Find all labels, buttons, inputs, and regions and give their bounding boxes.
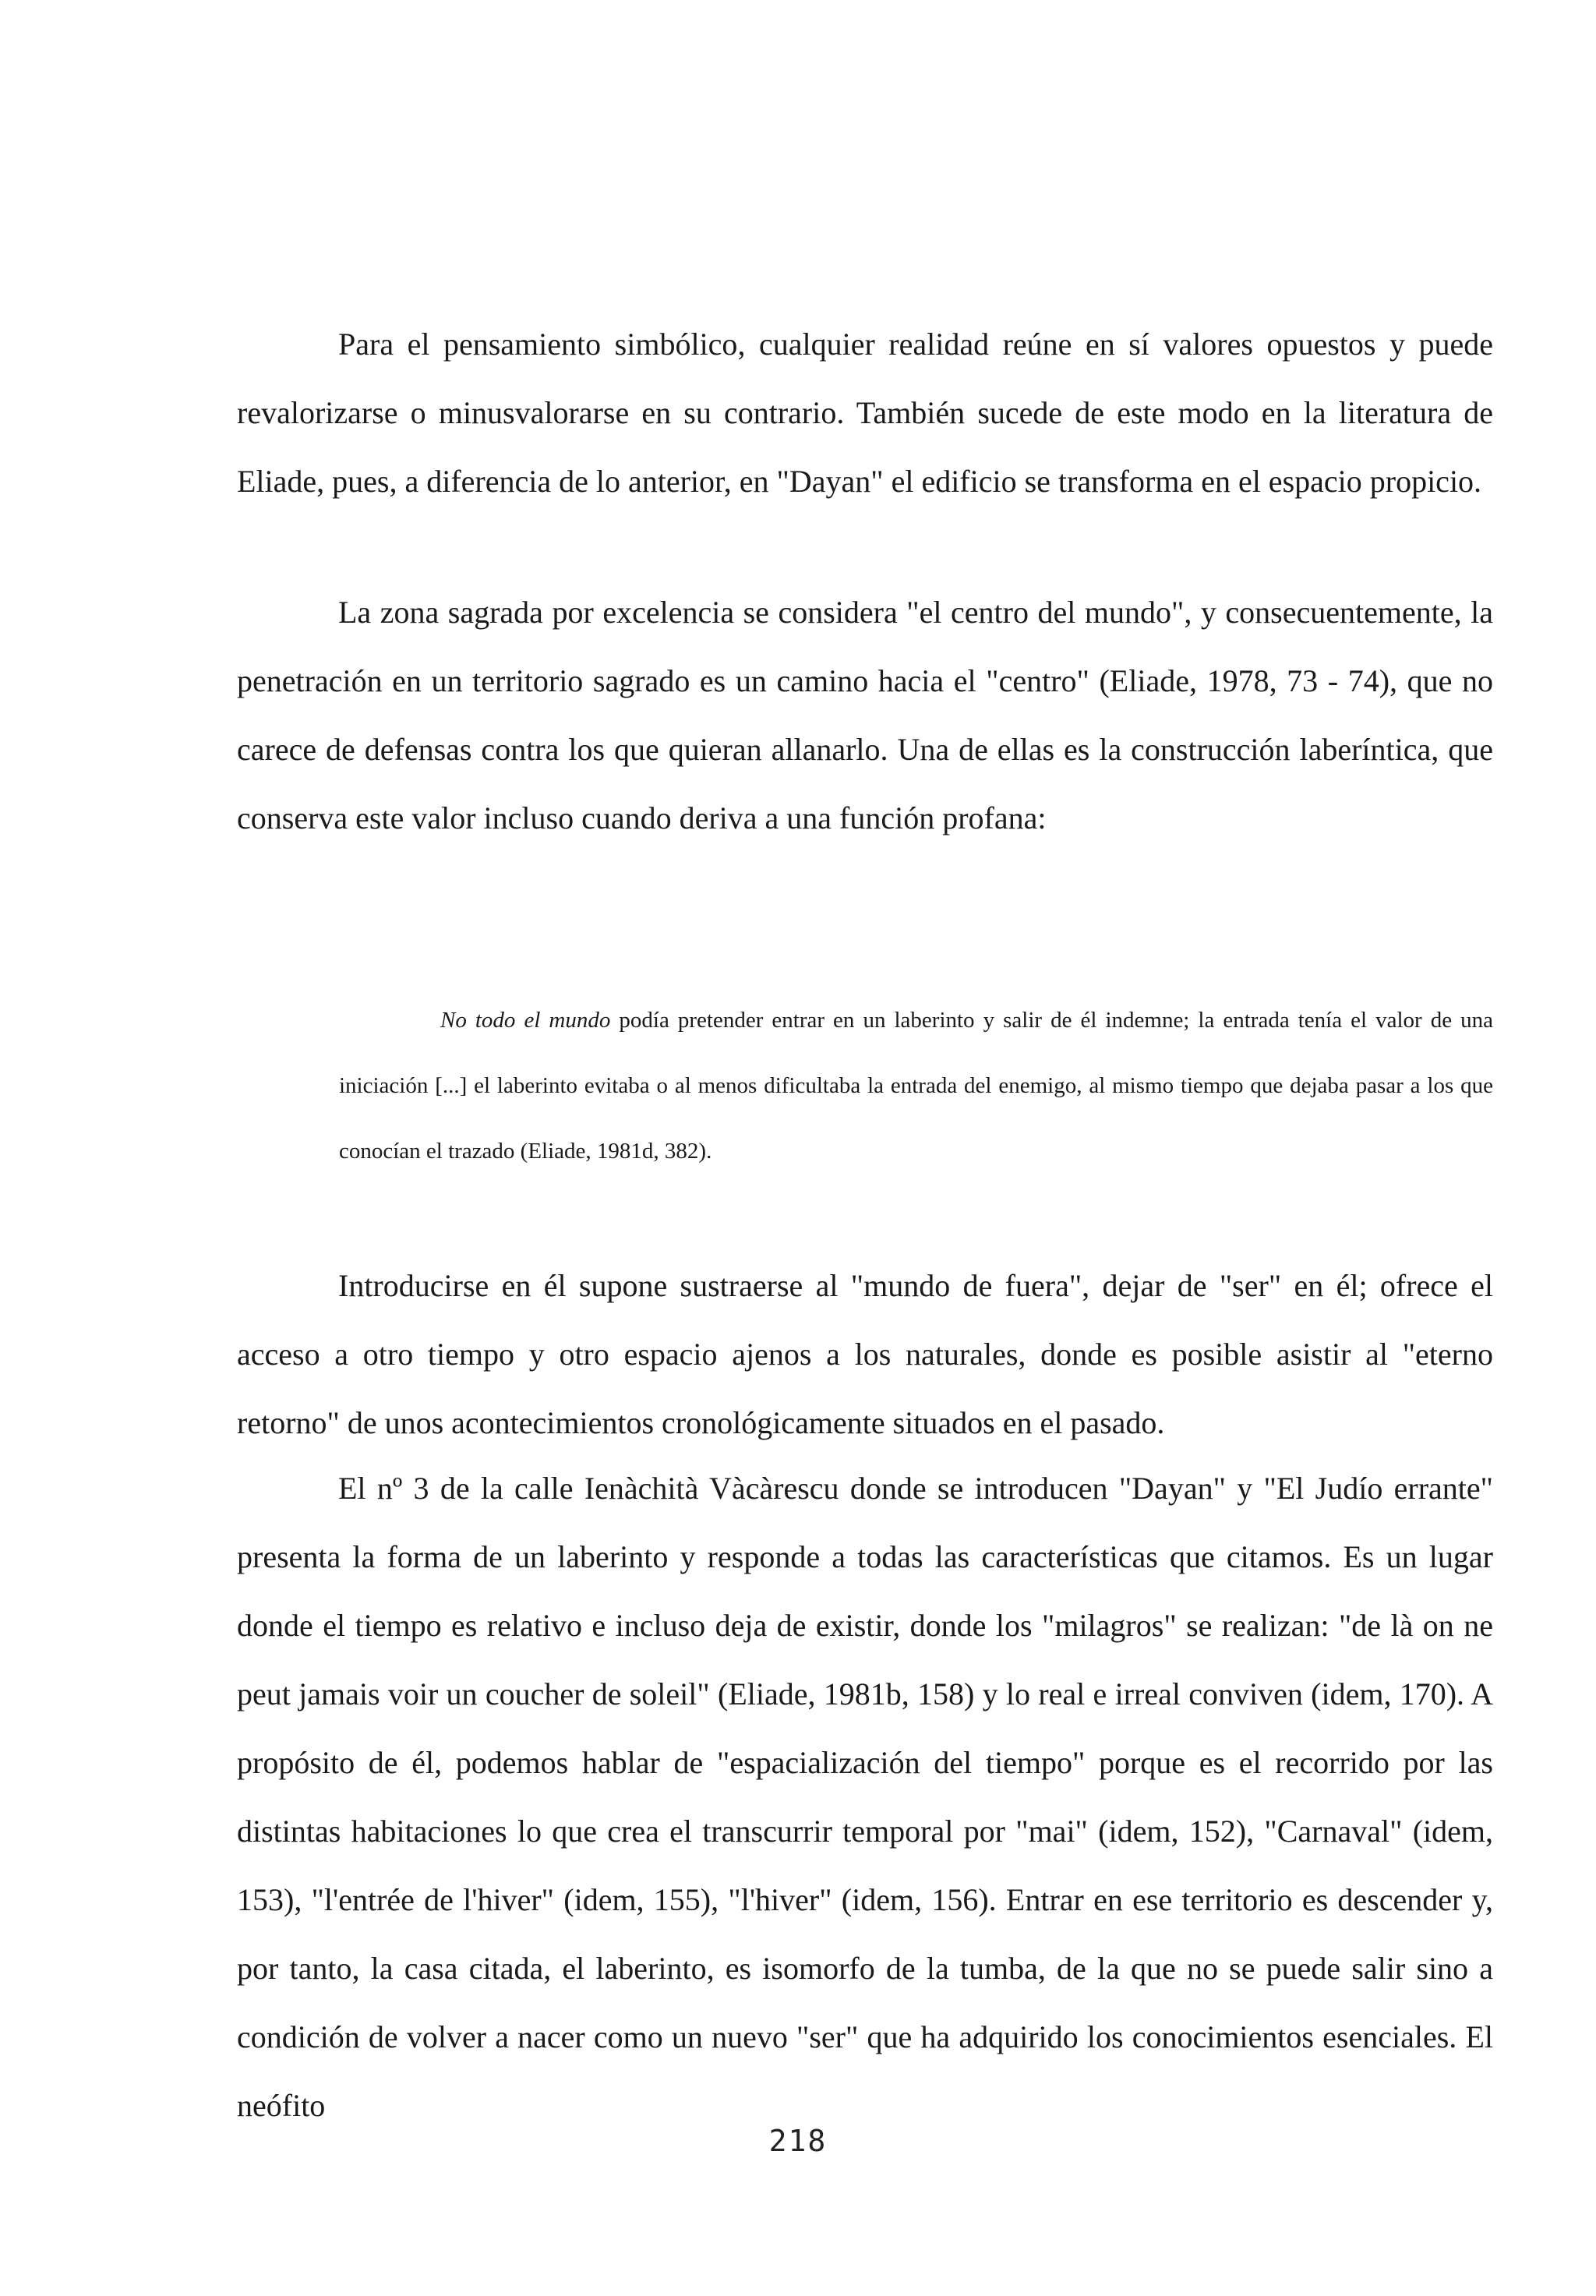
paragraph-2: La zona sagrada por excelencia se considera "el centro del mundo", y consecuentemente, la penetración en un territorio sagrado es un camino hacia el "centro" (Eliade, 1978, 73 - 74), que no carece de defensas contra los que quieran allanarlo. Una de ellas es la construcción laberíntica, que conserva este valor incluso cuando deriva a una función profana: [237, 595, 1493, 835]
paragraph-1: Para el pensamiento simbólico, cualquier realidad reúne en sí valores opuestos y puede revalorizarse o minusvalorarse en su contrario. También sucede de este modo en la literatura de Eliade, pues, a diferencia de lo anterior, en "Dayan" el edificio se transforma en el espacio propicio. [237, 327, 1493, 499]
block-quote-italic-lead: No todo el mundo [440, 1008, 611, 1033]
page-number: 218 [768, 2124, 828, 2158]
paragraph-3: Introducirse en él supone sustraerse al "mundo de fuera", dejar de "ser" en él; ofrece el acceso a otro tiempo y otro espacio ajenos a los naturales, donde es posible asistir al "eterno retorno" de unos acontecimientos cronológicamente situados en el pasado. [237, 1268, 1493, 1440]
paragraph-4: El nº 3 de la calle Ienàchità Vàcàrescu donde se introducen "Dayan" y "El Judío errante" presenta la forma de un laberinto y responde a todas las características que citamos. Es un lugar donde el tiempo es relativo e incluso deja de existir, donde los "milagros" se realizan: "de là on ne peut jamais voir un coucher de soleil" (Eliade, 1981b, 158) y lo real e irreal conviven (idem, 170). A propósito de él, podemos hablar de "espacialización del tiempo" porque es el recorrido por las distintas habitaciones lo que crea el transcurrir temporal por "mai" (idem, 152), "Carnaval" (idem, 153), "l'entrée de l'hiver" (idem, 155), "l'hiver" (idem, 156). Entrar en ese territorio es descender y, por tanto, la casa citada, el laberinto, es isomorfo de la tumba, de la que no se puede salir sino a condición de volver a nacer como un nuevo "ser" que ha adquirido los conocimientos esenciales. El neófito [237, 1471, 1493, 2123]
block-quote-text: podía pretender entrar en un laberinto y salir de él indemne; la entrada tenía el valor de una iniciación [...] el laberinto evitaba o al menos dificultaba la entrada del enemigo, al mismo tiempo que dejaba pasar a los que conocían el trazado (Eliade, 1981d, 382). [339, 1008, 1493, 1164]
block-quote [339, 987, 1493, 1184]
